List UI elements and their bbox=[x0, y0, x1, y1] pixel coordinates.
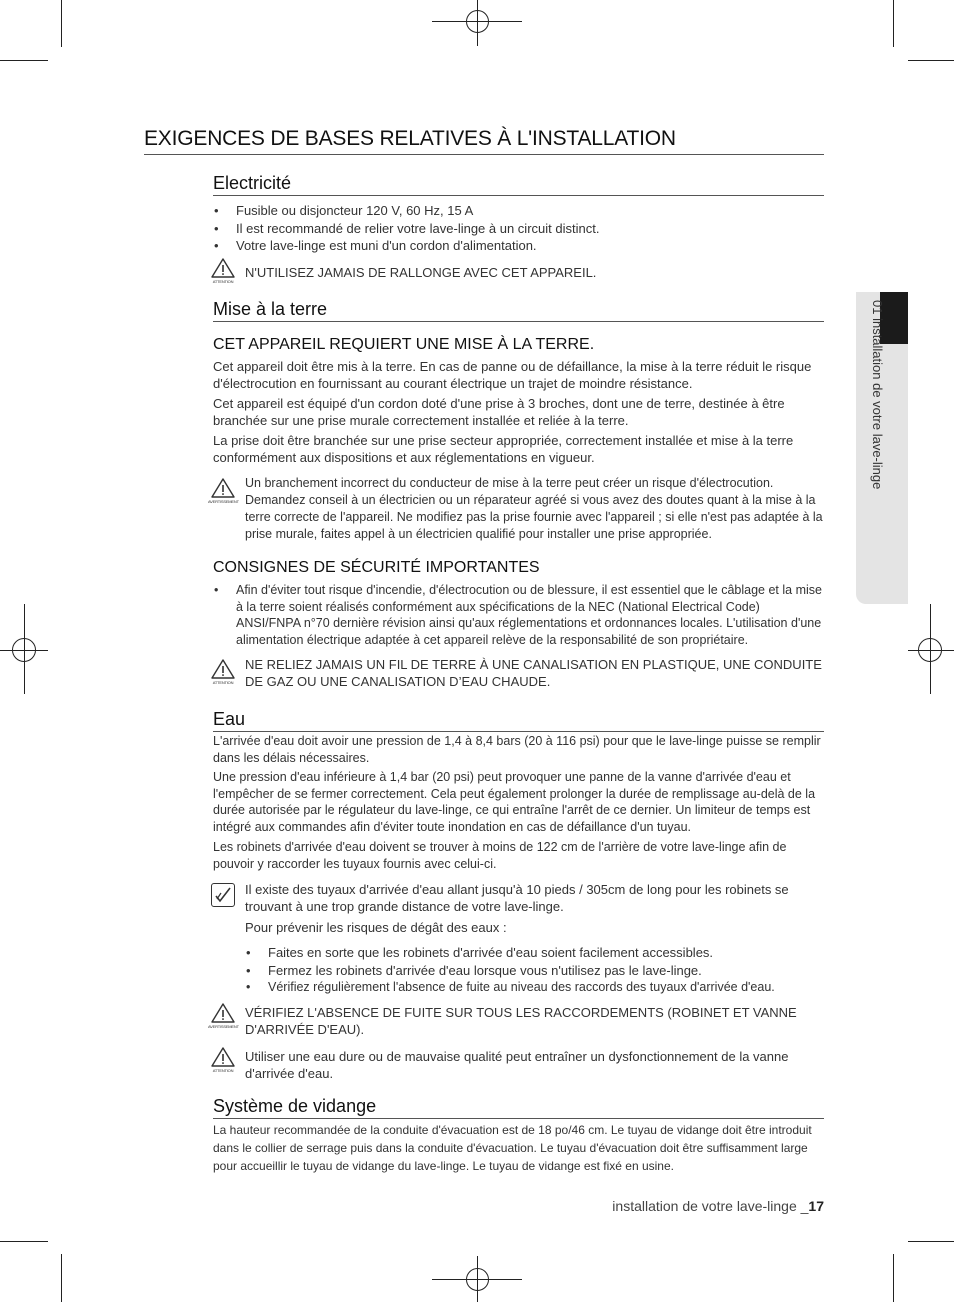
section-heading-eau: Eau bbox=[213, 708, 824, 732]
caution-icon-label: ATTENTION bbox=[212, 1068, 234, 1073]
crop-mark bbox=[61, 0, 62, 47]
crop-mark bbox=[908, 60, 954, 61]
note-icon bbox=[211, 883, 235, 907]
list-item: • Afin d'éviter tout risque d'incendie, d'électrocution ou de blessure, il est essentiel que le câblage et la mise à la terre soient réalisés conformément aux spécifications de la NEC (National Electrical Code) ANSI/FNPA n°70 dernière révision ainsi qu'aux réglementations et ordonnances locales. L'utilisation d'une alimentation électrique adaptée à cet appareil relève de la responsabilité de son propriétaire. bbox=[213, 582, 825, 648]
list-item: • Il est recommandé de relier votre lave-linge à un circuit distinct. bbox=[213, 220, 825, 238]
caution-icon bbox=[208, 659, 238, 689]
crop-mark bbox=[893, 1254, 894, 1302]
side-tab-label: 01 installation de votre lave-linge bbox=[870, 300, 885, 490]
note-text: Il existe des tuyaux d'arrivée d'eau allant jusqu'à 10 pieds / 305cm de long pour les robinets se trouvant à une trop grande distance de votre lave-linge. bbox=[245, 882, 789, 914]
list-item: • Vérifiez régulièrement l'absence de fuite au niveau des raccords des tuyaux d'arrivée d'eau. bbox=[245, 979, 825, 997]
warning-icon-label: AVERTISSEMENT bbox=[208, 499, 239, 504]
paragraph: Cet appareil doit être mis à la terre. En cas de panne ou de défaillance, la mise à la terre réduit le risque d'électrocution en fournissant au courant électrique un trajet de moindre résistance. bbox=[213, 359, 812, 391]
crop-mark bbox=[0, 1241, 48, 1242]
note-intro: Pour prévenir les risques de dégât des eaux : bbox=[245, 920, 507, 935]
section-heading-electricite: Electricité bbox=[213, 172, 824, 196]
paragraph: L'arrivée d'eau doit avoir une pression de 1,4 à 8,4 bars (20 à 116 psi) pour que le lave-linge puisse se remplir dans les délais nécessaires. bbox=[213, 734, 821, 765]
list-item: • Fusible ou disjoncteur 120 V, 60 Hz, 15 A bbox=[213, 202, 825, 220]
crop-mark bbox=[893, 0, 894, 47]
list-item: • Faites en sorte que les robinets d'arrivée d'eau soient facilement accessibles. bbox=[245, 944, 825, 962]
list-item: • Fermez les robinets d'arrivée d'eau lorsque vous n'utilisez pas le lave-linge. bbox=[245, 962, 825, 980]
warning-text: Un branchement incorrect du conducteur de mise à la terre peut créer un risque d'électrocution. Demandez conseil à un électricien ou un réparateur agréé si vous avez des doutes quant à la mise à la terre correcte de l'appareil. Ne modifiez pas la prise fournie avec l'appareil ; si elle n'est pas adaptée à la prise murale, faites appel à un électricien qualifié pour installer une prise appropriée. bbox=[245, 476, 823, 541]
warning-icon bbox=[208, 1003, 238, 1033]
paragraph: Les robinets d'arrivée d'eau doivent se trouver à moins de 122 cm de l'arrière de votre lave-linge afin de pouvoir y raccorder les tuyaux fournis avec celui-ci. bbox=[213, 840, 787, 871]
section-heading-terre: Mise à la terre bbox=[213, 298, 824, 322]
page-number: 17 bbox=[808, 1198, 824, 1214]
crop-mark bbox=[61, 1254, 62, 1302]
crop-mark bbox=[908, 1241, 954, 1242]
paragraph: Une pression d'eau inférieure à 1,4 bar (20 psi) peut provoquer une panne de la vanne d'arrivée d'eau et l'empêcher de se fermer correctement. Cela peut également prolonger la durée de remplissage au-delà de la durée autorisée par le régulateur du lave-linge, ce qui entraîne l'arrêt de ce dernier. Un limiteur de temps est intégré aux commandes afin d'éviter toute inondation en cas de défaillance d'un tuyau. bbox=[213, 770, 816, 834]
caution-text: Utiliser une eau dure ou de mauvaise qualité peut entraîner un dysfonctionnement de la vanne d'arrivée d'eau. bbox=[245, 1049, 789, 1081]
electricite-bullet-list bbox=[213, 202, 825, 255]
warning-icon-label: AVERTISSEMENT bbox=[208, 1024, 239, 1029]
caution-icon-label: ATTENTION bbox=[212, 680, 234, 685]
subheading-consignes: CONSIGNES DE SÉCURITÉ IMPORTANTES bbox=[213, 559, 540, 576]
caution-text: N'UTILISEZ JAMAIS DE RALLONGE AVEC CET APPAREIL. bbox=[245, 265, 597, 280]
caution-text: NE RELIEZ JAMAIS UN FIL DE TERRE À UNE CANALISATION EN PLASTIQUE, UNE CONDUITE DE GAZ OU UNE CANALISATION D’EAU CHAUDE. bbox=[245, 657, 822, 689]
footer-text: installation de votre lave-linge _ bbox=[612, 1198, 809, 1214]
note-bullet-list bbox=[245, 944, 825, 997]
consignes-bullet-list bbox=[213, 582, 825, 648]
section-heading-vidange: Système de vidange bbox=[213, 1095, 824, 1119]
crop-mark bbox=[0, 60, 48, 61]
paragraph: La prise doit être branchée sur une prise secteur appropriée, correctement installée et mise à la terre conformément aux dispositions et aux réglementations en vigueur. bbox=[213, 433, 794, 465]
page-title: EXIGENCES DE BASES RELATIVES À L'INSTALLATION bbox=[144, 126, 824, 155]
list-item: • Votre lave-linge est muni d'un cordon d'alimentation. bbox=[213, 237, 825, 255]
caution-icon bbox=[208, 258, 238, 288]
paragraph: Cet appareil est équipé d'un cordon doté d'une prise à 3 broches, dont une de terre, destinée à être branchée sur une prise murale correctement installée et reliée à la terre. bbox=[213, 396, 785, 428]
subheading-terre: CET APPAREIL REQUIERT UNE MISE À LA TERRE. bbox=[213, 336, 595, 353]
warning-icon bbox=[208, 478, 238, 508]
caution-icon bbox=[208, 1047, 238, 1077]
paragraph: La hauteur recommandée de la conduite d'évacuation est de 18 po/46 cm. Le tuyau de vidange doit être introduit dans le collier de serrage puis dans la conduite d'évacuation. Le tuyau d'évacuation doit être suffisamment large pour accueillir le tuyau de vidange du lave-linge. Le tuyau de vidange est fixé en usine. bbox=[213, 1123, 812, 1173]
page-footer bbox=[612, 1198, 824, 1214]
warning-text: VÉRIFIEZ L'ABSENCE DE FUITE SUR TOUS LES RACCORDEMENTS (ROBINET ET VANNE D'ARRIVÉE D'EAU). bbox=[245, 1005, 797, 1037]
caution-icon-label: ATTENTION bbox=[212, 279, 234, 284]
